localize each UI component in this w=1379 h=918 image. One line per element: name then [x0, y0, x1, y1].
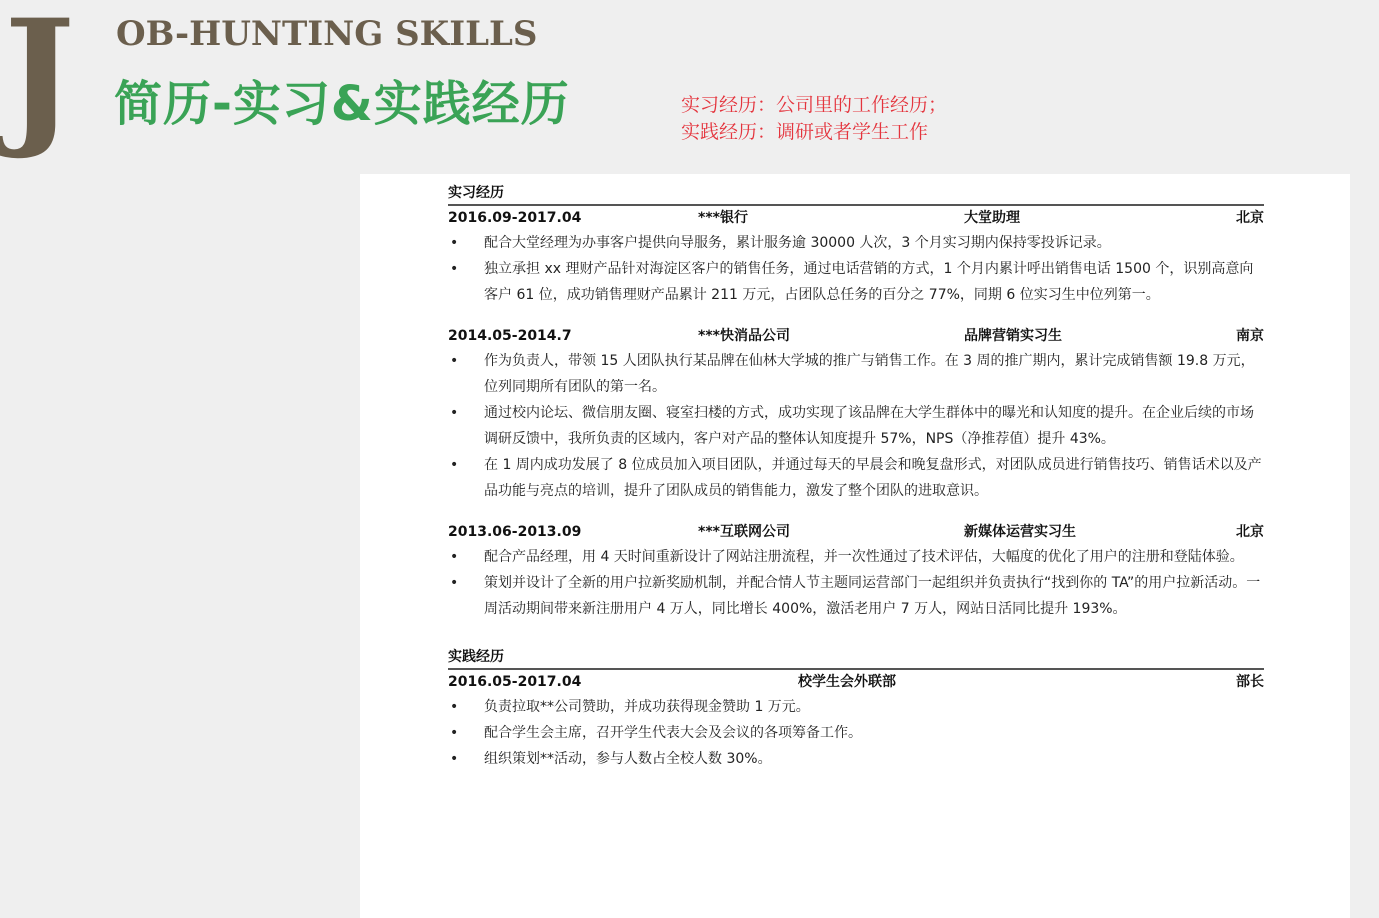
bullet-list	[448, 348, 1264, 504]
annotation-line-2: 实践经历：调研或者学生工作	[681, 121, 929, 143]
bullet-item: • 配合大堂经理为办事客户提供向导服务，累计服务逾 30000 人次，3 个月实习期内保持零投诉记录。	[448, 230, 1264, 256]
practice-entry	[448, 670, 1264, 772]
bullet-item: • 策划并设计了全新的用户拉新奖励机制，并配合情人节主题同运营部门一起组织并负责执行“找到你的 TA”的用户拉新活动。一周活动期间带来新注册用户 4 万人，同比增长 400%，激活老用户 7 万人，网站日活同比提升 193%。	[448, 570, 1264, 622]
bullet-item: • 配合学生会主席，召开学生代表大会及会议的各项筹备工作。	[448, 720, 1264, 746]
section-title-internship: 实习经历	[448, 174, 1264, 206]
section-title-practice: 实践经历	[448, 638, 1264, 670]
bullet-item: • 配合产品经理，用 4 天时间重新设计了网站注册流程，并一次性通过了技术评估，大幅度的优化了用户的注册和登陆体验。	[448, 544, 1264, 570]
resume-content	[448, 174, 1264, 788]
logo-letter: J	[4, 0, 71, 163]
bullet-item: • 在 1 周内成功发展了 8 位成员加入项目团队，并通过每天的早晨会和晚复盘形式，对团队成员进行销售技巧、销售话术以及产品功能与亮点的培训，提升了团队成员的销售能力，激发了整个团队的进取意识。	[448, 452, 1264, 504]
entry-org: ***互联网公司	[698, 524, 790, 540]
experience-entry	[448, 324, 1264, 504]
bullet-list	[448, 544, 1264, 622]
entry-header	[448, 324, 1264, 348]
entry-date: 2014.05-2014.7	[448, 328, 572, 344]
entry-city: 北京	[1236, 524, 1264, 540]
title-english: OB-HUNTING SKILLS	[116, 14, 538, 54]
entry-city: 南京	[1236, 328, 1264, 344]
page-header	[0, 0, 1379, 163]
entry-header	[448, 520, 1264, 544]
entry-role: 部长	[1236, 674, 1264, 690]
bullet-item: • 独立承担 xx 理财产品针对海淀区客户的销售任务，通过电话营销的方式，1 个月内累计呼出销售电话 1500 个，识别高意向客户 61 位，成功销售理财产品累计 211 万元，占团队总任务的百分之 77%，同期 6 位实习生中位列第一。	[448, 256, 1264, 308]
bullet-list	[448, 230, 1264, 308]
entry-date: 2013.06-2013.09	[448, 524, 582, 540]
bullet-item: • 负责拉取**公司赞助，并成功获得现金赞助 1 万元。	[448, 694, 1264, 720]
entry-date: 2016.09-2017.04	[448, 210, 582, 226]
entry-org: ***银行	[698, 210, 748, 226]
entry-role: 品牌营销实习生	[964, 328, 1062, 344]
entry-header	[448, 670, 1264, 694]
experience-entry	[448, 520, 1264, 622]
annotation-note	[681, 92, 947, 146]
bullet-list	[448, 694, 1264, 772]
entry-role: 大堂助理	[964, 210, 1020, 226]
entry-header	[448, 206, 1264, 230]
annotation-line-1: 实习经历：公司里的工作经历；	[681, 94, 948, 116]
bullet-item: • 作为负责人，带领 15 人团队执行某品牌在仙林大学城的推广与销售工作。在 3 周的推广期内，累计完成销售额 19.8 万元，位列同期所有团队的第一名。	[448, 348, 1264, 400]
entry-org: 校学生会外联部	[798, 674, 896, 690]
entry-date: 2016.05-2017.04	[448, 674, 582, 690]
entry-city: 北京	[1236, 210, 1264, 226]
bullet-item: • 通过校内论坛、微信朋友圈、寝室扫楼的方式，成功实现了该品牌在大学生群体中的曝光和认知度的提升。在企业后续的市场调研反馈中，我所负责的区域内，客户对产品的整体认知度提升 57%，NPS（净推荐值）提升 43%。	[448, 400, 1264, 452]
entry-role: 新媒体运营实习生	[964, 524, 1076, 540]
entry-org: ***快消品公司	[698, 328, 790, 344]
experience-entry	[448, 206, 1264, 308]
title-chinese: 简历-实习&实践经历	[114, 76, 570, 132]
bullet-item: • 组织策划**活动，参与人数占全校人数 30%。	[448, 746, 1264, 772]
resume-document	[360, 174, 1350, 918]
